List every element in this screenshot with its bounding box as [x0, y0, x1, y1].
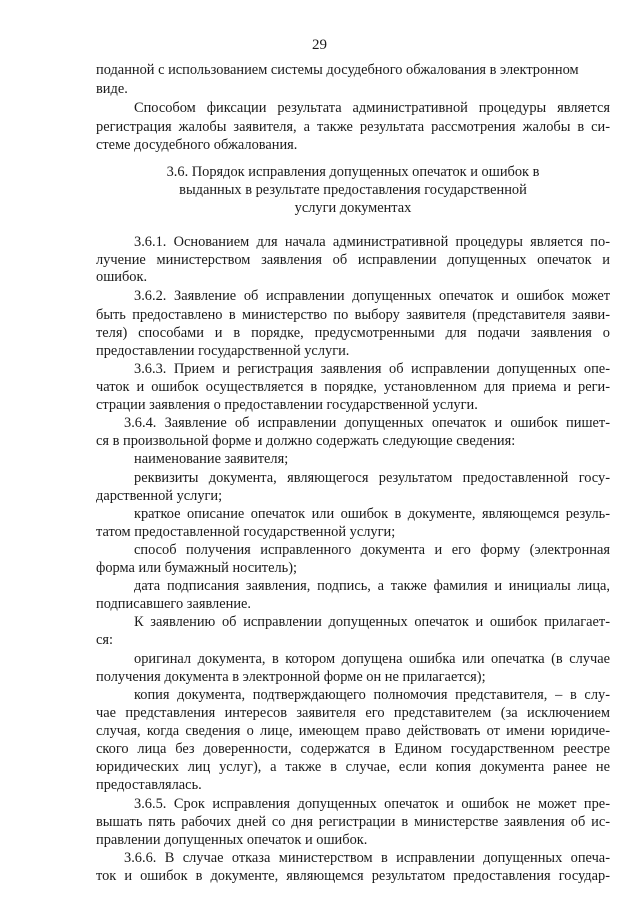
text-line: дарственной услуги;: [96, 488, 223, 504]
text-line: краткое описание опечаток или ошибок в документе, являющемся резуль-: [134, 506, 610, 522]
text-line: чаток и ошибок осуществляется в порядке, установленном для приема и реги-: [96, 379, 610, 395]
text-line: 3.6.4. Заявление об исправлении допущенных опечаток и ошибок пишет-: [124, 415, 610, 431]
text-line: ского лица без доверенности, содержатся в Едином государственном реестре: [96, 741, 610, 757]
text-line: ся в произвольной форме и должно содержать следующие сведения:: [96, 433, 516, 449]
text-line: подписавшего заявление.: [96, 596, 252, 612]
text-line: лучение министерством заявления об исправлении допущенных опечаток и: [96, 252, 610, 268]
text-line: татом предоставленной государственной услуги;: [96, 524, 396, 540]
text-line: 3.6.6. В случае отказа министерством в исправлении допущенных опеча-: [124, 850, 610, 866]
text-line: К заявлению об исправлении допущенных опечаток и ошибок прилагает-: [134, 614, 610, 630]
text-line: копия документа, подтверждающего полномочия представителя, – в слу-: [134, 687, 610, 703]
text-line: способ получения исправленного документа и его форму (электронная: [134, 542, 610, 558]
section-heading-line: 3.6. Порядок исправления допущенных опечаток и ошибок в: [166, 164, 540, 180]
text-line: ток и ошибок в документе, являющемся результатом предоставления государ-: [96, 868, 610, 884]
text-line: ошибок.: [96, 269, 148, 285]
text-line: 3.6.1. Основанием для начала административной процедуры является по-: [134, 234, 610, 250]
text-line: теля) способами и в порядке, предусмотренными для подачи заявления о: [96, 325, 610, 341]
text-line: оригинал документа, в котором допущена ошибка или опечатка (в случае: [134, 651, 610, 667]
text-line: ся:: [96, 632, 114, 648]
text-line: Способом фиксации результата административной процедуры является: [134, 100, 610, 116]
text-line: чае представления интересов заявителя его представителем (за исключением: [96, 705, 610, 721]
text-line: предоставлении государственной услуги.: [96, 343, 350, 359]
section-heading-line: выданных в результате предоставления государственной: [179, 182, 527, 198]
text-line: реквизиты документа, являющегося результатом предоставленной госу-: [134, 470, 610, 486]
text-line: наименование заявителя;: [134, 451, 289, 467]
text-line: виде.: [96, 81, 128, 97]
text-line: юридических лиц услуг), а также в случае, если копия документа ранее не: [96, 759, 610, 775]
text-line: 3.6.5. Срок исправления допущенных опечаток и ошибок не может пре-: [134, 796, 610, 812]
text-line: правлении допущенных опечаток и ошибок.: [96, 832, 368, 848]
text-line: вышать пять рабочих дней со дня регистрации в министерстве заявления об ис-: [96, 814, 610, 830]
text-line: получения документа в электронной форме он не прилагается);: [96, 669, 486, 685]
text-line: предоставлялась.: [96, 777, 202, 793]
text-line: случая, когда сведения о лице, имеющем право действовать от имени юридиче-: [96, 723, 610, 739]
text-line: поданной с использованием системы досудебного обжалования в электронном: [96, 62, 579, 78]
text-line: страции заявления о предоставлении государственной услуги.: [96, 397, 478, 413]
text-line: регистрация жалобы заявителя, а также результата рассмотрения жалобы в си-: [96, 119, 610, 135]
text-line: форма или бумажный носитель);: [96, 560, 298, 576]
text-line: 3.6.2. Заявление об исправлении допущенных опечаток и ошибок может: [134, 288, 610, 304]
page-number: 29: [312, 37, 327, 53]
text-line: дата подписания заявления, подпись, а также фамилия и инициалы лица,: [134, 578, 610, 594]
text-line: стеме досудебного обжалования.: [96, 137, 298, 153]
text-line: быть предоставлено в министерство по выбору заявителя (представителя заяви-: [96, 307, 610, 323]
section-heading-line: услуги документах: [294, 200, 412, 216]
text-line: 3.6.3. Прием и регистрация заявления об исправлении допущенных опе-: [134, 361, 610, 377]
